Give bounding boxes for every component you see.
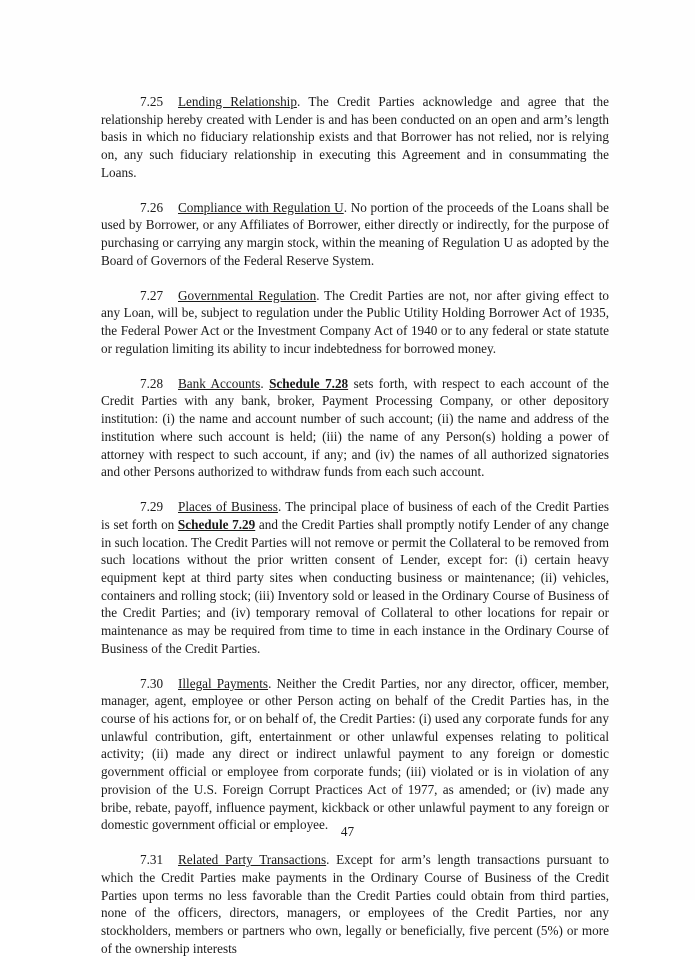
section-text: . Except for arm’s length transactions pursuant to which the Credit Parties make payments in the Ordinary Course of Business of the Credit Parties upon terms no less favorable than the Credit Parties could obtain from third parties, none of the officers, directors, managers, or employees of the Credit Parties, nor any stockholders, members or partners who own, legally or beneficially, five percent (5%) or more of the ownership interests	[101, 852, 609, 956]
section-7-25	[101, 93, 609, 182]
section-text: . No portion of the proceeds of the Loans shall be used by Borrower, or any Affiliates of Borrower, either directly or indirectly, for the purpose of purchasing or carrying any margin stock, within the meaning of Regulation U as adopted by the Board of Governors of the Federal Reserve System.	[101, 199, 609, 268]
section-number: 7.30	[140, 675, 164, 691]
section-heading: Lending Relationship	[178, 94, 297, 109]
section-text: . The principal place of business of each of the Credit Parties is set forth on	[101, 499, 609, 532]
section-number: 7.28	[140, 375, 164, 391]
section-text: . Neither the Credit Parties, nor any director, officer, member, manager, agent, employee or other Person acting on behalf of the Credit Parties has, in the course of his actions for, or on behalf of, the Credit Parties: (i) used any corporate funds for any unlawful contribution, gift, entertainment or other unlawful expenses relating to political activity; (ii) made any direct or indirect unlawful payment to any foreign or domestic government official or employee from corporate funds; (iii) violated or is in violation of any provision of the U.S. Foreign Corrupt Practices Act of 1977, as amended; or (iv) made any bribe, rebate, payoff, influence payment, kickback or other unlawful payment to any foreign or domestic government official or employee.	[101, 675, 610, 833]
page-number: 47	[340, 824, 355, 839]
section-heading: Bank Accounts	[178, 375, 261, 391]
section-number: 7.27	[140, 287, 164, 303]
section-7-29	[101, 498, 609, 657]
section-text: . The Credit Parties acknowledge and agree that the relationship hereby created with Lender is and has been conducted on an open and arm’s length basis in which no fiduciary relationship exists and that Borrower has not relied, nor is relying on, any such fiduciary relationship in executing this Agreement and in consummating the Loans.	[101, 94, 609, 180]
section-text: . The Credit Parties are not, nor after giving effect to any Loan, will be, subject to regulation under the Public Utility Holding Borrower Act of 1935, the Federal Power Act or the Investment Company Act of 1940 or to any federal or state statute or regulation limiting its ability to incur indebtedness for borrowed money.	[101, 287, 610, 356]
document-body	[101, 93, 609, 975]
section-number: 7.29	[140, 499, 164, 515]
section-heading: Related Party Transactions	[178, 852, 327, 868]
section-heading: Illegal Payments	[178, 675, 269, 691]
section-text-continued: and the Credit Parties shall promptly notify Lender of any change in such location. The Credit Parties will not remove or permit the Collateral to be removed from such locations without the prior written consent of Lender, except for: (i) certain heavy equipment kept at third party sites when conducting business or maintenance; (ii) vehicles, containers and rolling stock; (iii) Inventory sold or leased in the Ordinary Course of Business of the Credit Parties; and (iv) temporary removal of Collateral to other locations for repair or maintenance as may be required from time to time in each instance in the Ordinary Course of Business of the Credit Parties.	[101, 516, 609, 656]
schedule-reference: Schedule 7.28	[269, 375, 349, 391]
section-7-28	[101, 375, 609, 481]
section-text-continued: sets forth, with respect to each account of the Credit Parties with any bank, broker, Payment Processing Company, or other depository institution: (i) the name and account number of such account; (ii) the name and address of the institution where such account is held; (iii) the name of any Person(s) holding a power of attorney with respect to such account, if any; and (iv) the names of all authorized signatories and other Persons authorized to withdraw funds from each such account.	[101, 375, 610, 480]
section-number: 7.26	[140, 199, 164, 215]
section-7-31	[101, 851, 609, 957]
schedule-reference: Schedule 7.29	[177, 516, 256, 532]
section-number: 7.25	[140, 94, 164, 109]
section-7-30	[101, 675, 609, 834]
section-7-26	[101, 199, 609, 270]
section-text: .	[260, 375, 270, 391]
section-heading: Governmental Regulation	[178, 287, 317, 303]
section-number: 7.31	[140, 852, 164, 868]
section-7-27	[101, 287, 609, 358]
section-heading: Places of Business	[178, 499, 278, 515]
section-heading: Compliance with Regulation U	[178, 199, 344, 215]
